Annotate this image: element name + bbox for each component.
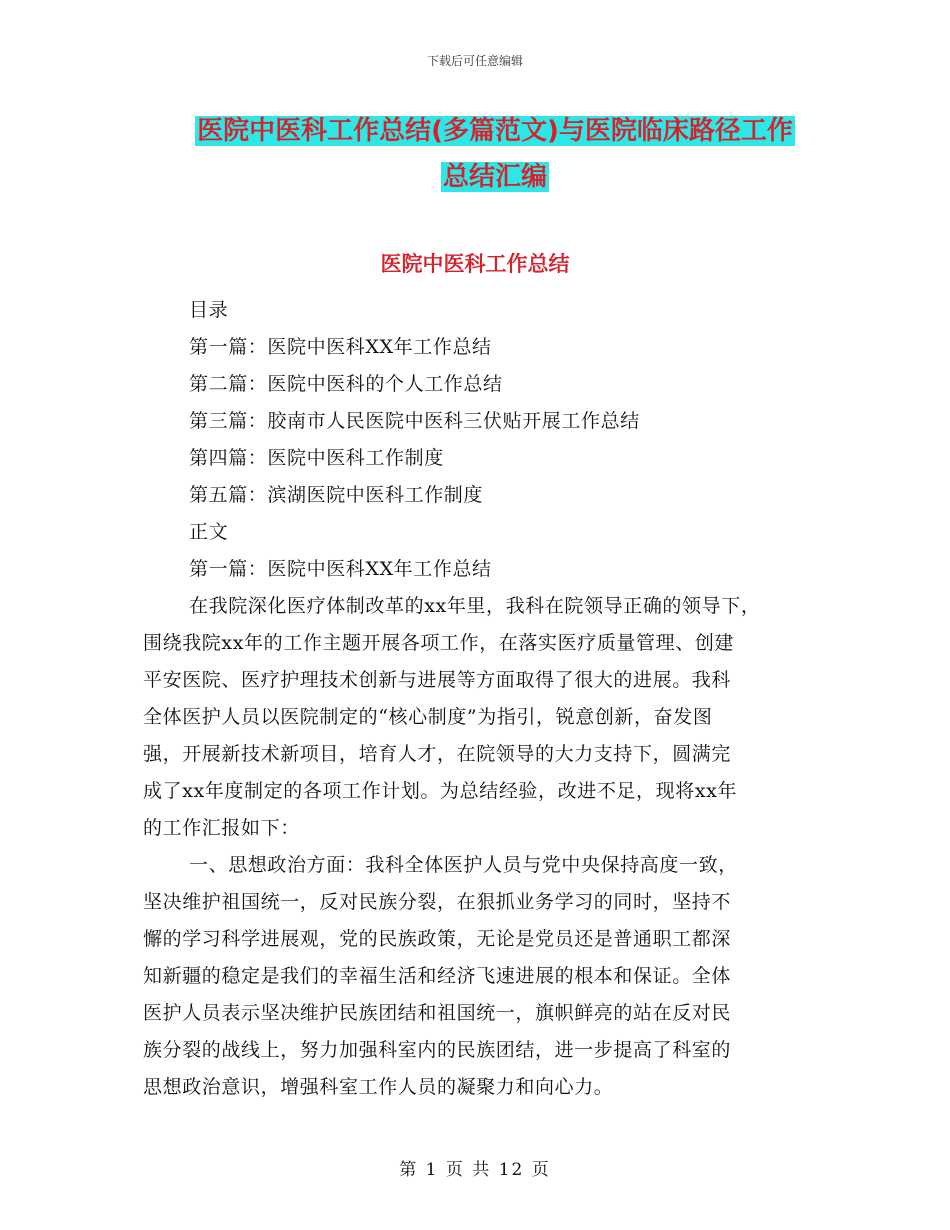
chapter-heading: 第一篇：医院中医科XX年工作总结 (189, 558, 492, 580)
toc-item: 第三篇：胶南市人民医院中医科三伏贴开展工作总结 (189, 410, 640, 432)
paragraph-line: 知新疆的稳定是我们的幸福生活和经济飞速进展的根本和保证。全体 (143, 965, 732, 987)
toc-item: 第一篇：医院中医科XX年工作总结 (189, 336, 492, 358)
document-title (150, 108, 840, 200)
page-footer: 第 1 页 共 12 页 (399, 1160, 551, 1180)
paragraph-line: 平安医院、医疗护理技术创新与进展等方面取得了很大的进展。我科 (143, 669, 732, 691)
paragraph-line: 在我院深化医疗体制改革的xx年里，我科在院领导正确的领导下， (189, 595, 761, 617)
toc-heading: 目录 (189, 299, 229, 321)
paragraph-line: 医护人员表示坚决维护民族团结和祖国统一，旗帜鲜亮的站在反对民 (143, 1002, 732, 1024)
paragraph-line: 围绕我院xx年的工作主题开展各项工作，在落实医疗质量管理、创建 (143, 632, 735, 654)
document-title-line-1: 医院中医科工作总结(多篇范文)与医院临床路径工作 (197, 116, 793, 146)
body-heading: 正文 (189, 521, 229, 543)
section-title: 医院中医科工作总结 (380, 252, 570, 276)
paragraph-line: 成了xx年度制定的各项工作计划。为总结经验，改进不足，现将xx年 (143, 780, 738, 802)
paragraph-line: 思想政治意识，增强科室工作人员的凝聚力和向心力。 (143, 1076, 614, 1098)
paragraph-line: 全体医护人员以医院制定的“核心制度”为指引，锐意创新，奋发图 (143, 706, 713, 728)
paragraph-line: 坚决维护祖国统一，反对民族分裂，在狠抓业务学习的同时，坚持不 (143, 891, 732, 913)
toc-item: 第五篇：滨湖医院中医科工作制度 (189, 484, 484, 506)
paragraph-2 (143, 847, 815, 1106)
document-title-line-2: 总结汇编 (442, 162, 547, 192)
toc-item: 第二篇：医院中医科的个人工作总结 (189, 373, 503, 395)
paragraph-line: 强，开展新技术新项目，培育人才，在院领导的大力支持下，圆满完 (143, 743, 732, 765)
header-note: 下载后可任意编辑 (426, 54, 523, 68)
paragraph-line: 族分裂的战线上，努力加强科室内的民族团结，进一步提高了科室的 (143, 1039, 732, 1061)
paragraph-line: 的工作汇报如下： (143, 817, 300, 839)
toc-item: 第四篇：医院中医科工作制度 (189, 447, 444, 469)
paragraph-line: 懈的学习科学进展观，党的民族政策，无论是党员还是普通职工都深 (143, 928, 732, 950)
paragraph-line: 一、思想政治方面：我科全体医护人员与党中央保持高度一致， (189, 854, 738, 876)
document-body (143, 292, 815, 1106)
paragraph-1 (143, 588, 815, 847)
